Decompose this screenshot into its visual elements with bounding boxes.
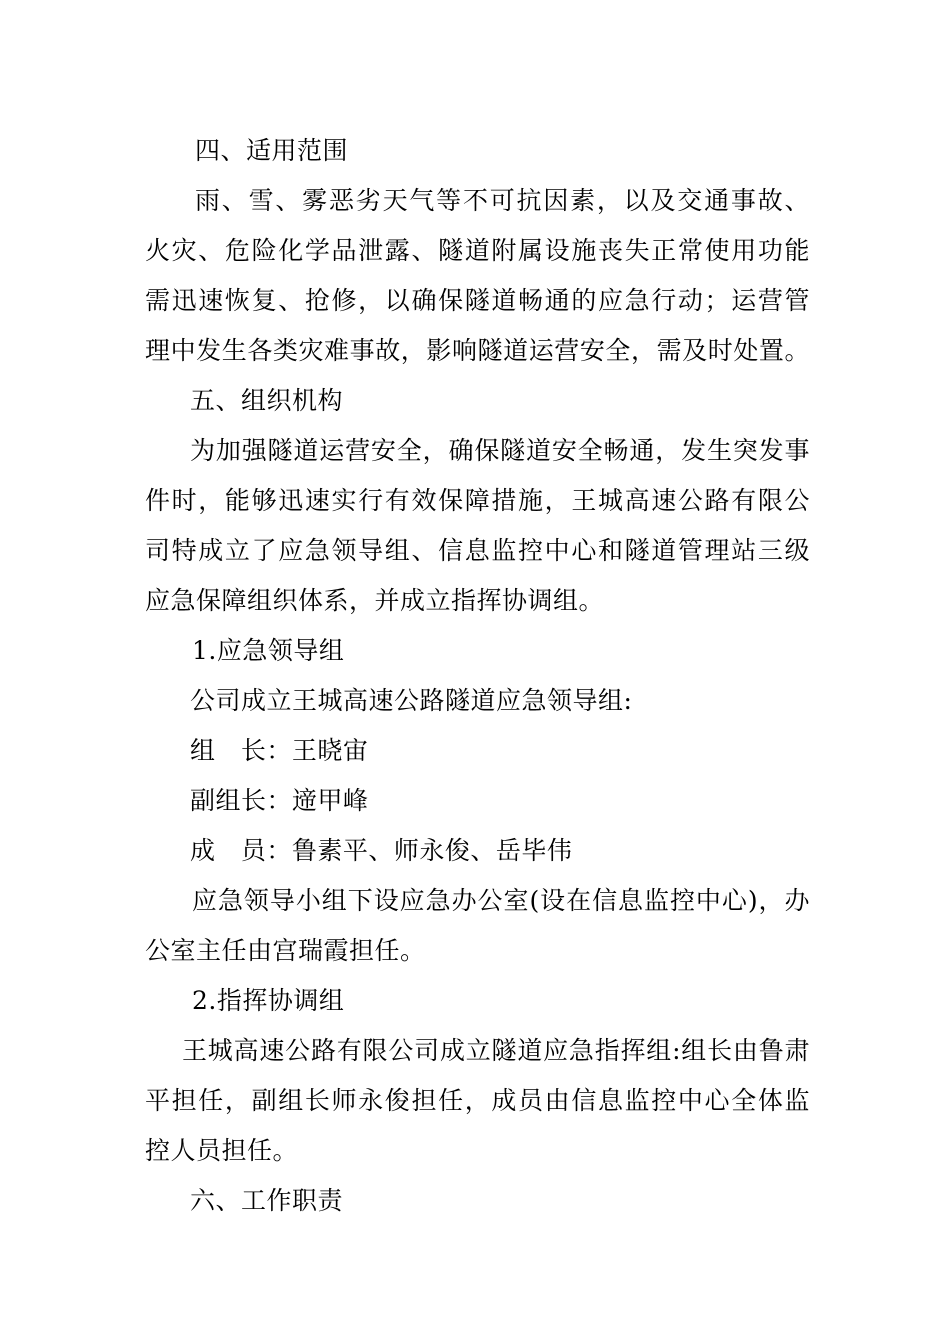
leader-line: 组 长：王晓宙 (190, 736, 369, 765)
leadership-intro: 公司成立王城高速公路隧道应急领导组: (190, 686, 633, 715)
office-paragraph-line-1: 应急领导小组下设应急办公室(设在信息监控中心)，办 (192, 886, 810, 915)
scope-paragraph-line-2: 火灾、危险化学品泄露、隧道附属设施丧失正常使用功能 (145, 236, 810, 265)
scope-paragraph-line-3: 需迅速恢复、抢修，以确保隧道畅通的应急行动；运营管 (145, 286, 810, 315)
members-line: 成 员：鲁素平、师永俊、岳毕伟 (190, 836, 573, 865)
subsection-heading-command-coordination: 2.指挥协调组 (192, 986, 345, 1015)
command-paragraph-line-3: 控人员担任。 (145, 1136, 299, 1165)
section-heading-scope: 四、适用范围 (195, 136, 349, 165)
scope-paragraph-line-1: 雨、雪、雾恶劣天气等不可抗因素，以及交通事故、 (195, 186, 810, 215)
organization-paragraph-line-1: 为加强隧道运营安全，确保隧道安全畅通，发生突发事 (190, 436, 810, 465)
scope-paragraph-line-4: 理中发生各类灾难事故，影响隧道运营安全，需及时处置。 (145, 336, 810, 365)
organization-paragraph-line-3: 司特成立了应急领导组、信息监控中心和隧道管理站三级 (145, 536, 810, 565)
deputy-leader-line: 副组长：遆甲峰 (190, 786, 369, 815)
office-paragraph-line-2: 公室主任由宫瑞霞担任。 (145, 936, 426, 965)
command-paragraph-line-2: 平担任，副组长师永俊担任，成员由信息监控中心全体监 (145, 1086, 810, 1115)
subsection-heading-emergency-leadership: 1.应急领导组 (192, 636, 345, 665)
section-heading-responsibilities: 六、工作职责 (190, 1186, 344, 1215)
command-paragraph-line-1: 王城高速公路有限公司成立隧道应急指挥组:组长由鲁肃 (182, 1036, 810, 1065)
organization-paragraph-line-2: 件时，能够迅速实行有效保障措施，王城高速公路有限公 (145, 486, 810, 515)
section-heading-organization: 五、组织机构 (190, 386, 344, 415)
organization-paragraph-line-4: 应急保障组织体系，并成立指挥协调组。 (145, 586, 605, 615)
